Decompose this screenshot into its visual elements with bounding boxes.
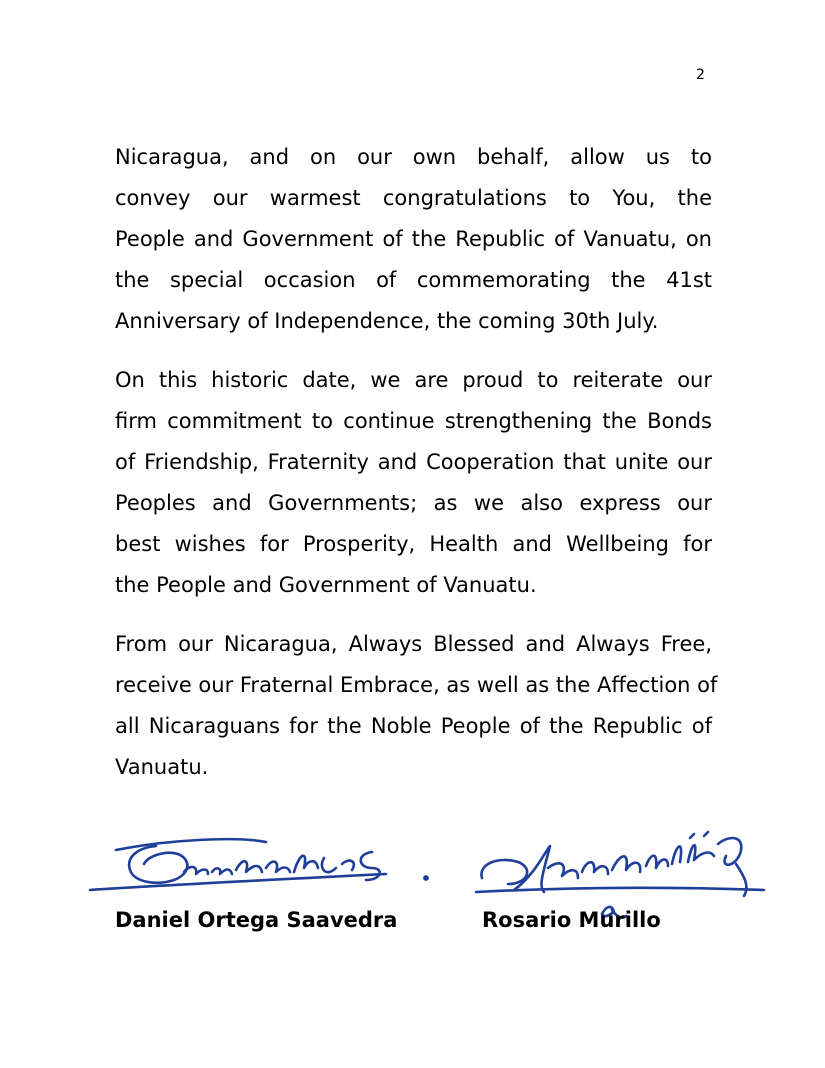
text-line: firm commitment to continue strengthening the Bonds: [115, 409, 712, 433]
text-line: convey our warmest congratulations to You, the: [115, 186, 712, 210]
signature-image-daniel-ortega: [86, 828, 446, 908]
text-line: Peoples and Governments; as we also express our: [115, 491, 712, 515]
paragraph-1: [115, 137, 712, 342]
text-line: From our Nicaragua, Always Blessed and Always Free,: [115, 632, 712, 656]
signatory-name-2: Rosario Murillo: [482, 908, 661, 932]
text-line: the special occasion of commemorating the 41st: [115, 268, 712, 292]
text-line: best wishes for Prosperity, Health and Wellbeing for: [115, 532, 712, 556]
text-line: receive our Fraternal Embrace, as well as the Affection of: [115, 673, 718, 697]
text-line: Nicaragua, and on our own behalf, allow us to: [115, 145, 712, 169]
paragraph-2: [115, 360, 712, 606]
text-line: the People and Government of Vanuatu.: [115, 573, 537, 597]
text-line: On this historic date, we are proud to reiterate our: [115, 368, 712, 392]
signatory-name-1: Daniel Ortega Saavedra: [115, 908, 398, 932]
page-number: 2: [696, 67, 705, 83]
text-line: Vanuatu.: [115, 755, 209, 779]
text-line: of Friendship, Fraternity and Cooperation that unite our: [115, 450, 712, 474]
text-line: all Nicaraguans for the Noble People of the Republic of: [115, 714, 712, 738]
letter-body: [115, 137, 718, 806]
text-line: People and Government of the Republic of Vanuatu, on: [115, 227, 712, 251]
paragraph-3: [115, 624, 718, 788]
text-line: Anniversary of Independence, the coming 30th July.: [115, 309, 659, 333]
